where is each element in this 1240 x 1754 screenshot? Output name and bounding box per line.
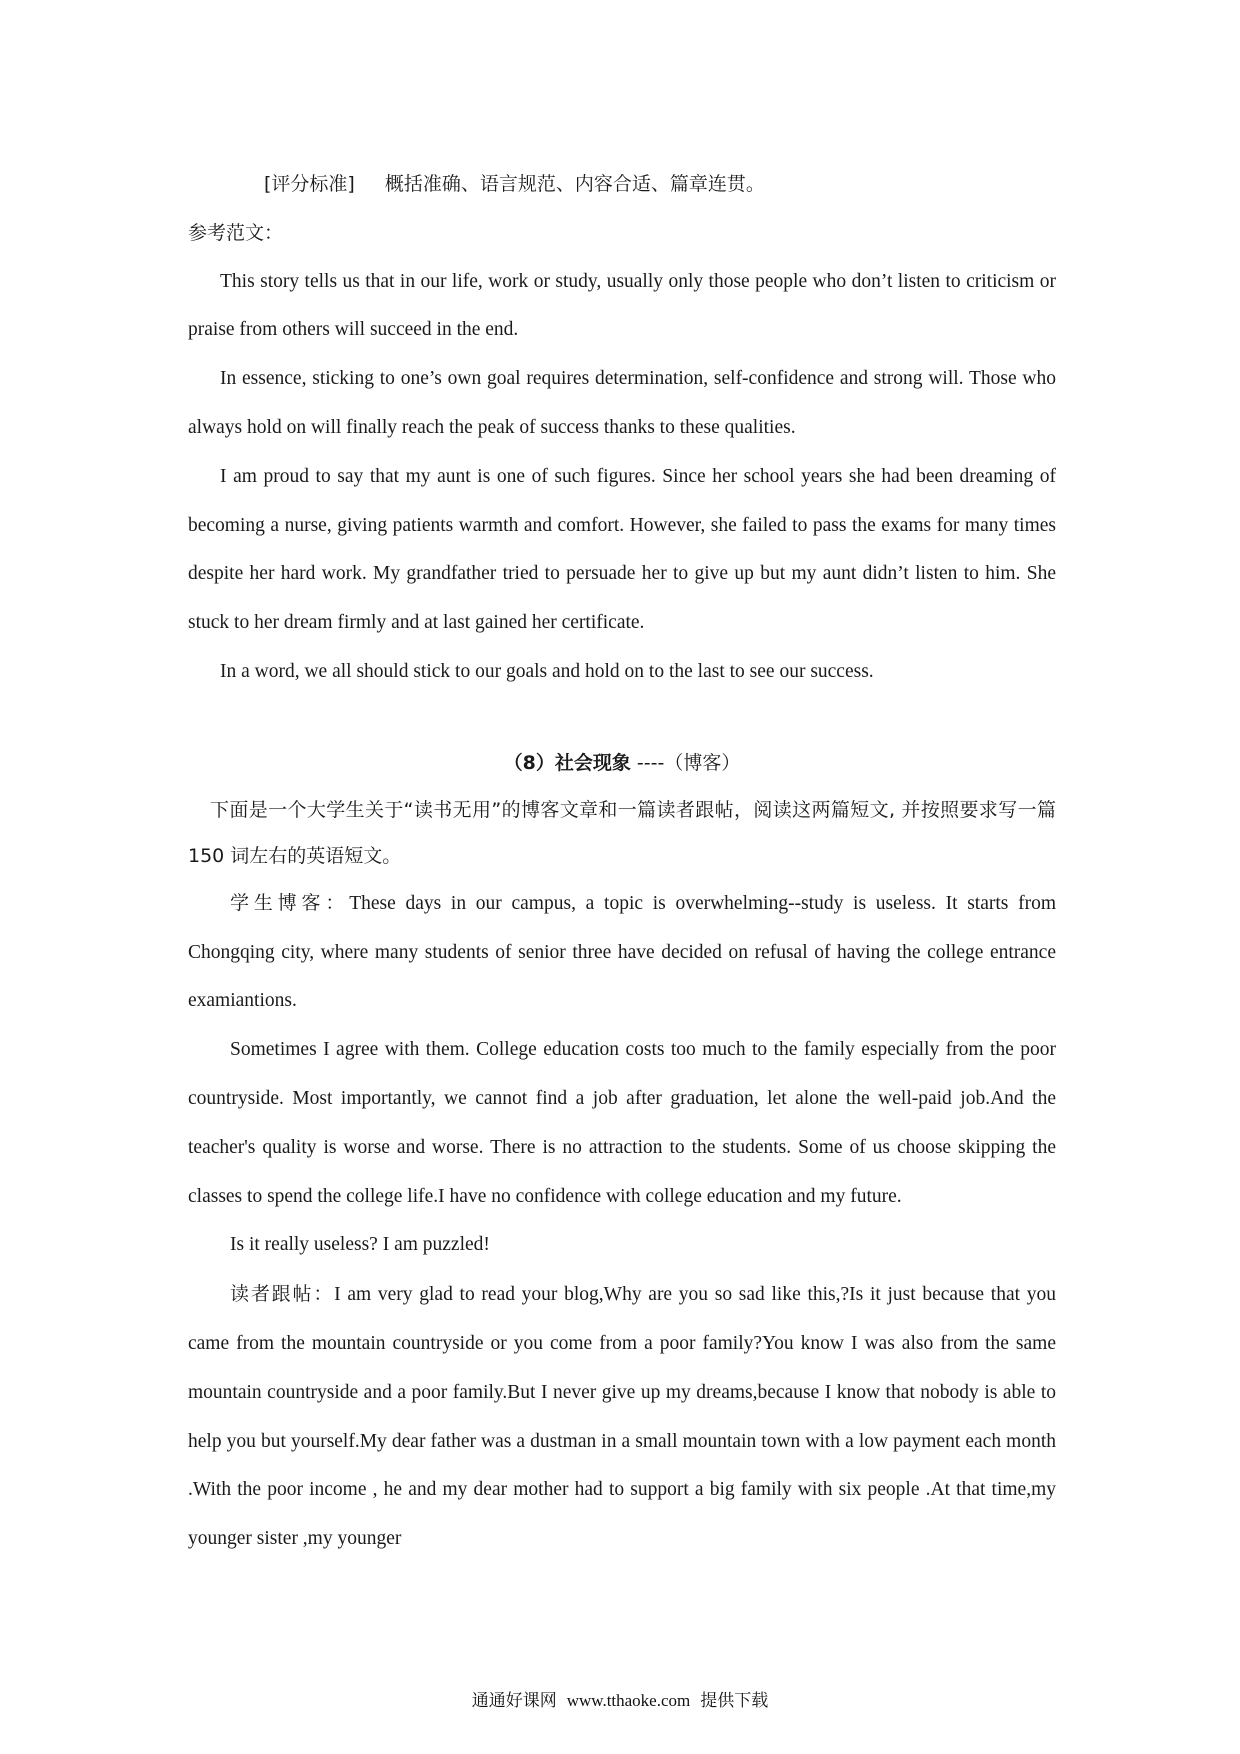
page-footer xyxy=(0,1686,1240,1711)
blog-label: 学生博客： xyxy=(230,891,350,914)
page-content xyxy=(188,160,1056,1564)
footer-url: www.tthaoke.com xyxy=(566,1691,691,1710)
task-instructions: 下面是一个大学生关于“读书无用”的博客文章和一篇读者跟帖，阅读这两篇短文, 并按照要求写一篇 150 词左右的英语短文。 xyxy=(188,798,1056,867)
criteria-label: [评分标准] xyxy=(264,173,355,195)
blog-paragraph-3: Is it really useless? I am puzzled! xyxy=(230,1234,490,1256)
blog-paragraph-2: Sometimes I agree with them. College education costs too much to the family especially from the poor countryside. Most importantly, we cannot find a job after graduation, let alone the well-paid job.And the teacher's quality is worse and worse. There is no attraction to the students. Some of us choose skipping the classes to spend the college life.I have no confidence with college education and my future. xyxy=(188,1039,1056,1207)
footer-suffix: 提供下载 xyxy=(700,1691,769,1711)
section-tag: ----（博客） xyxy=(630,751,741,774)
footer-site-name: 通通好课网 xyxy=(471,1691,557,1711)
reference-label: 参考范文： xyxy=(188,221,284,244)
reply-paragraph xyxy=(188,1270,1056,1564)
reply-label: 读者跟帖： xyxy=(230,1283,335,1306)
reply-text: I am very glad to read your blog,Why are you so sad like this,?Is it just because that you came from the mountain countryside or you come from a poor family?You know I was also from the same mountain countryside and a poor family.But I never give up my dreams,because I know that nobody is able to help you but yourself.My dear father was a dustman in a small mountain town with a low payment each month .With the poor income , he and my dear mother had to support a big family with six people .At that time,my younger sister ,my younger xyxy=(188,1284,1056,1550)
essay-paragraph-2: In essence, sticking to one’s own goal requires determination, self-confidence and strong will. Those who always hold on will finally reach the peak of success thanks to these qualities. xyxy=(188,368,1056,438)
section-heading xyxy=(188,739,1056,787)
grading-criteria xyxy=(188,160,1056,209)
criteria-text: 概括准确、语言规范、内容合适、篇章连贯。 xyxy=(384,173,765,195)
essay-paragraph-1: This story tells us that in our life, work or study, usually only those people who don’t listen to criticism or praise from others will succeed in the end. xyxy=(188,270,1056,341)
blog-text-1: These days in our campus, a topic is overwhelming--study is useless. It starts from Chongqing city, where many students of senior three have decided on refusal of having the college entrance examiantions. xyxy=(188,892,1056,1012)
blog-paragraph-1 xyxy=(188,879,1056,1026)
essay-paragraph-4: In a word, we all should stick to our goals and hold on to the last to see our success. xyxy=(220,660,874,682)
section-title: （8）社会现象 xyxy=(503,751,631,774)
essay-paragraph-3: I am proud to say that my aunt is one of such figures. Since her school years she had been dreaming of becoming a nurse, giving patients warmth and comfort. However, she failed to pass the exams for many times despite her hard work. My grandfather tried to persuade her to give up but my aunt didn’t listen to him. She stuck to her dream firmly and at last gained her certificate. xyxy=(188,465,1056,634)
